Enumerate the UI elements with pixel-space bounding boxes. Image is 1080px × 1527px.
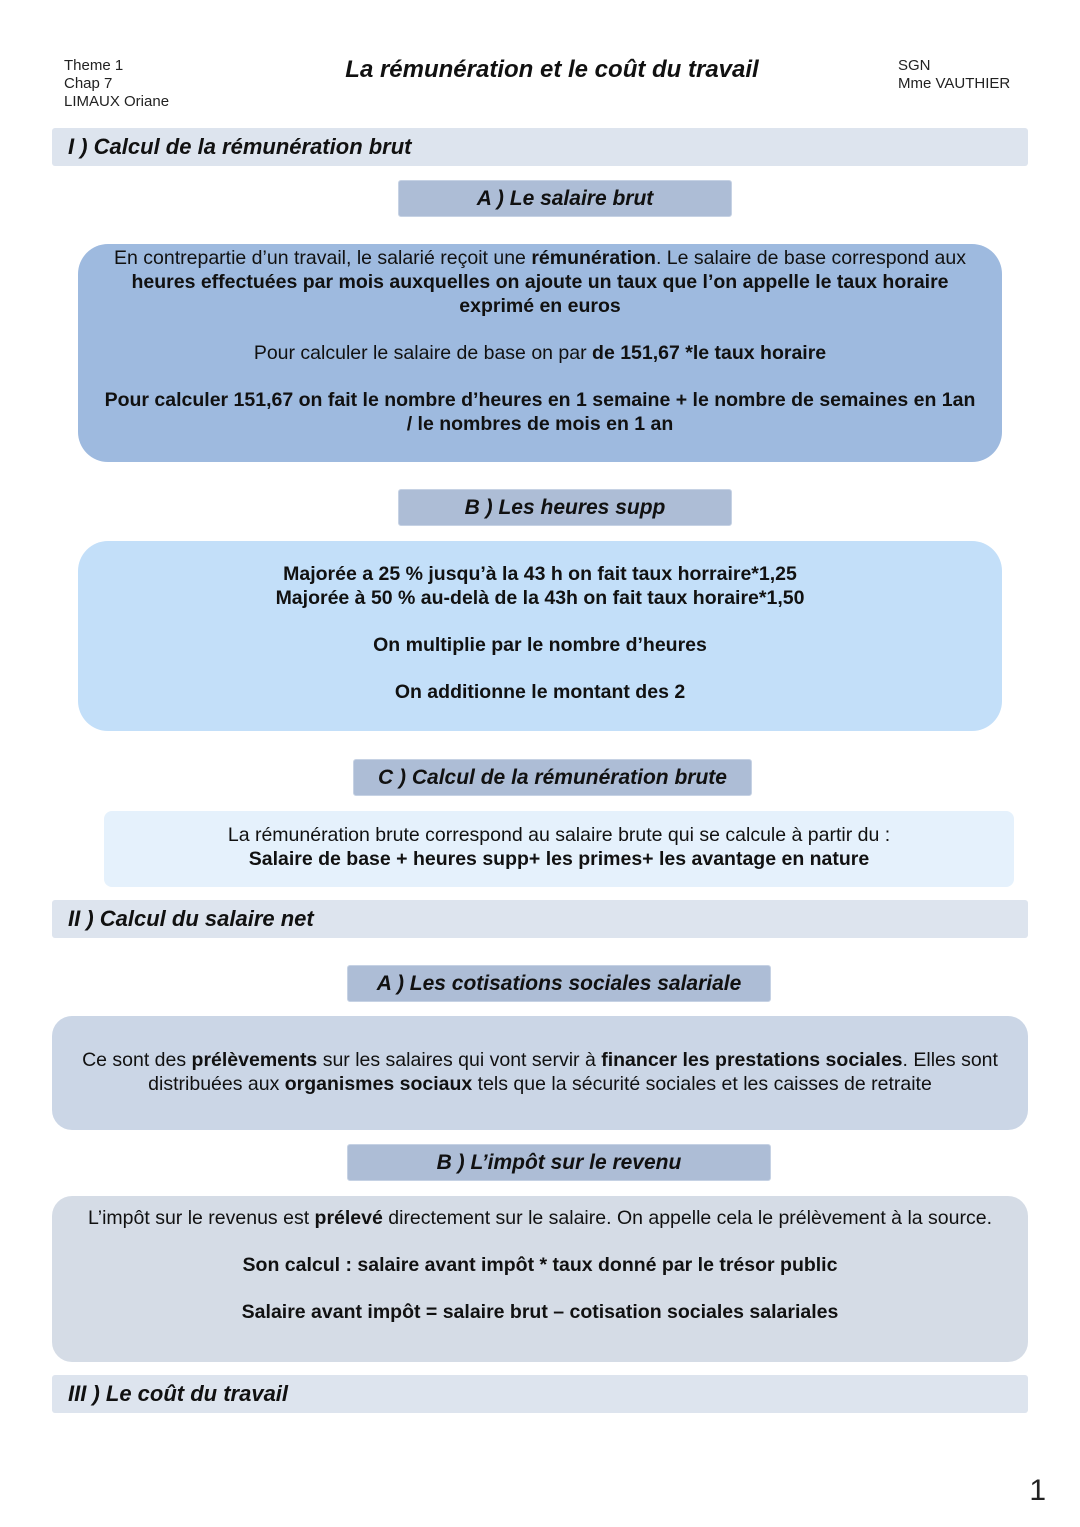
majoration-25: Majorée a 25 % jusqu’à la 43 h on fait taux horraire*1,25 <box>283 563 797 585</box>
cotisations-paragraph: Ce sont des prélèvements sur les salaires qui vont servir à financer les prestations sociales. Elles sont distribuées aux organismes sociaux tels que la sécurité sociales et les caisses de retraite <box>82 1049 998 1095</box>
subheading-impot: B ) L’impôt sur le revenu <box>347 1144 771 1181</box>
box-heures-supp <box>78 541 1002 731</box>
header-theme: Theme 1 <box>64 57 124 74</box>
impot-paragraph: L’impôt sur le revenus est prélevé directement sur le salaire. On appelle cela le prélèvement à la source. <box>88 1207 992 1229</box>
section-heading-2-label: II ) Calcul du salaire net <box>68 906 314 931</box>
addition-note: On additionne le montant des 2 <box>394 681 686 703</box>
section-heading-1 <box>52 128 1028 166</box>
subheading-heures-supp: B ) Les heures supp <box>398 489 732 526</box>
header-chapter: Chap 7 <box>64 75 113 92</box>
header-author: LIMAUX Oriane <box>64 93 170 110</box>
box-impot <box>52 1196 1028 1362</box>
header-teacher: Mme VAUTHIER <box>898 75 1011 92</box>
section-heading-1-label: I ) Calcul de la rémunération brut <box>68 134 412 159</box>
header-class: SGN <box>898 57 931 74</box>
salaire-avant-impot: Salaire avant impôt = salaire brut – cotisation sociales salariales <box>241 1301 839 1323</box>
section-heading-3-label: III ) Le coût du travail <box>68 1381 289 1406</box>
section-heading-3 <box>52 1375 1028 1413</box>
page-title: La rémunération et le coût du travail <box>345 56 759 83</box>
section-heading-2 <box>52 900 1028 938</box>
salaire-brut-paragraph: En contrepartie d’un travail, le salarié reçoit une rémunération. Le salaire de base correspond aux heures effectuées par mois auxquelles on ajoute un taux que l’on appelle le taux horaire exprimé en euros <box>114 247 966 317</box>
heures-calcul-note: Pour calculer 151,67 on fait le nombre d’heures en 1 semaine + le nombre de semaines en 1an / le nombres de mois en 1 an <box>104 389 976 435</box>
remuneration-brute-formula: Salaire de base + heures supp+ les primes+ les avantage en nature <box>248 848 870 870</box>
impot-calcul: Son calcul : salaire avant impôt * taux donné par le trésor public <box>242 1254 838 1276</box>
header-meta-right <box>898 57 1010 93</box>
remuneration-brute-definition: La rémunération brute correspond au salaire brute qui se calcule à partir du : <box>227 824 891 846</box>
box-remuneration-brute <box>104 811 1014 887</box>
subheading-remuneration-brute: C ) Calcul de la rémunération brute <box>353 759 752 796</box>
subheading-cotisations: A ) Les cotisations sociales salariale <box>347 965 771 1002</box>
box-salaire-brut <box>78 244 1002 462</box>
multiplication-note: On multiplie par le nombre d’heures <box>373 634 707 656</box>
subheading-salaire-brut: A ) Le salaire brut <box>398 180 732 217</box>
majoration-50: Majorée à 50 % au-delà de la 43h on fait taux horaire*1,50 <box>275 587 805 609</box>
salaire-base-formula: Pour calculer le salaire de base on par de 151,67 *le taux horaire <box>253 342 827 364</box>
page-number: 1 <box>1029 1474 1046 1507</box>
box-cotisations <box>52 1016 1028 1130</box>
